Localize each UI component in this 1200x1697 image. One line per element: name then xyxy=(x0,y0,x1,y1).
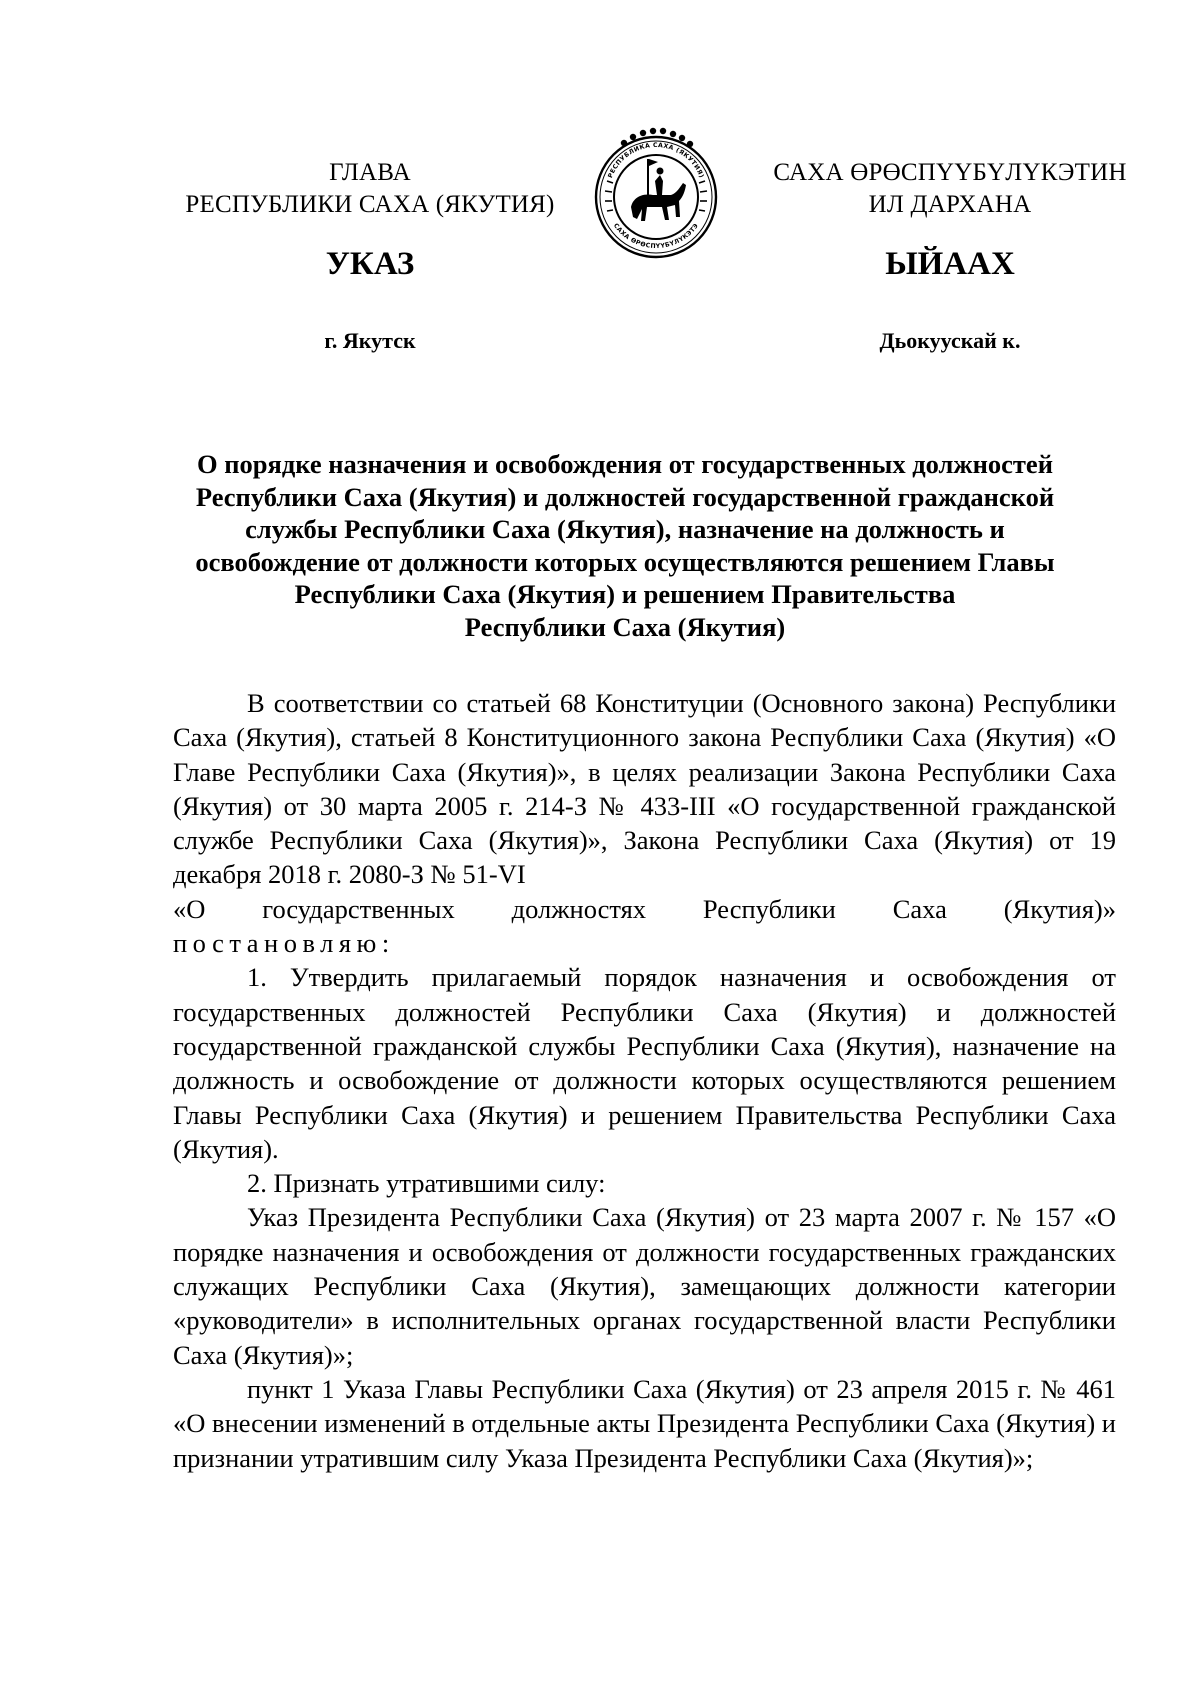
issuer-right-line1: САХА ӨРӨСПҮҮБҮЛҮКЭТИН xyxy=(773,159,1127,186)
decree-body xyxy=(173,686,1116,1475)
title-line: Республики Саха (Якутия) и должностей государственной гражданской xyxy=(195,481,1055,512)
preamble-word: «О xyxy=(173,893,206,924)
preamble-word: (Якутия)» xyxy=(1003,893,1116,924)
title-line: Республики Саха (Якутия) и решением Правительства xyxy=(294,579,956,610)
issuer-right-line2: ИЛ ДАРХАНА xyxy=(868,191,1032,218)
preamble-word: Республики xyxy=(702,893,836,924)
issuer-left-line2: РЕСПУБЛИКИ САХА (ЯКУТИЯ) xyxy=(185,191,555,218)
city-right: Дьокуускай к. xyxy=(879,328,1021,353)
emblem-ring-text-bottom: САХА ӨРӨСПҮҮБҮЛҮКЭТЭ xyxy=(611,222,701,251)
preamble-last-line xyxy=(173,892,1116,926)
preamble-paragraph xyxy=(173,686,1116,892)
preamble-text: В соответствии со статьей 68 Конституции (Основного закона) Республики Саха (Якутия), статьей 8 Конституционного закона Республики Саха (Якутия) «О Главе Республики Саха (Якутия)», в целях реализации Закона Республики Саха (Якутия) от 30 марта 2005 г. 214-З № 433-III «О государственной гражданской службе Республики Саха (Якутия)», Закона Республики Саха (Якутия) от 19 декабря 2018 г. 2080-З № 51-VI xyxy=(173,688,1116,890)
title-line: О порядке назначения и освобождения от государственных должностей xyxy=(197,449,1053,479)
city-left: г. Якутск xyxy=(324,328,416,353)
decree-title xyxy=(150,448,1100,644)
preamble-word: Саха xyxy=(892,893,947,924)
issuer-left xyxy=(160,157,580,221)
issuer-right xyxy=(760,157,1140,221)
issuer-left-line1: ГЛАВА xyxy=(329,159,411,186)
doc-type-left: УКАЗ xyxy=(325,246,415,282)
item-1: 1. Утвердить прилагаемый порядок назначения и освобождения от государственных должностей Республики Саха (Якутия) и должностей государственной гражданской службы Республики Саха (Якутия), назначение на должность и освобождение от должности которых осуществляются решением Главы Республики Саха (Якутия) и решением Правительства Республики Саха (Якутия). xyxy=(173,962,1116,1164)
title-line: Республики Саха (Якутия) xyxy=(464,611,786,642)
title-line: службы Республики Саха (Якутия), назначение на должность и xyxy=(245,514,1005,545)
coat-of-arms-icon xyxy=(587,125,725,263)
preamble-word: государственных xyxy=(262,893,455,924)
preamble-word: должностях xyxy=(511,893,647,924)
emblem-ring-text-top: РЕСПУБЛИКА САХА (ЯКУТИЯ) xyxy=(606,141,706,180)
item-2-a: Указ Президента Республики Саха (Якутия) от 23 марта 2007 г. № 157 «О порядке назначения и освобождения от должности государственных гражданских служащих Республики Саха (Якутия), замещающих должности категории «руководители» в исполнительных органах государственной власти Республики Саха (Якутия)»; xyxy=(173,1202,1116,1370)
item-2: 2. Признать утратившими силу: xyxy=(247,1168,606,1199)
title-line: освобождение от должности которых осуществляются решением Главы xyxy=(195,546,1055,577)
doc-type-right: ЫЙААХ xyxy=(885,246,1015,282)
item-2-b: пункт 1 Указа Главы Республики Саха (Якутия) от 23 апреля 2015 г. № 461 «О внесении изменений в отдельные акты Президента Республики Саха (Якутия) и признании утратившим силу Указа Президента Республики Саха (Якутия)»; xyxy=(173,1373,1116,1473)
decree-word: постановляю: xyxy=(173,928,395,959)
